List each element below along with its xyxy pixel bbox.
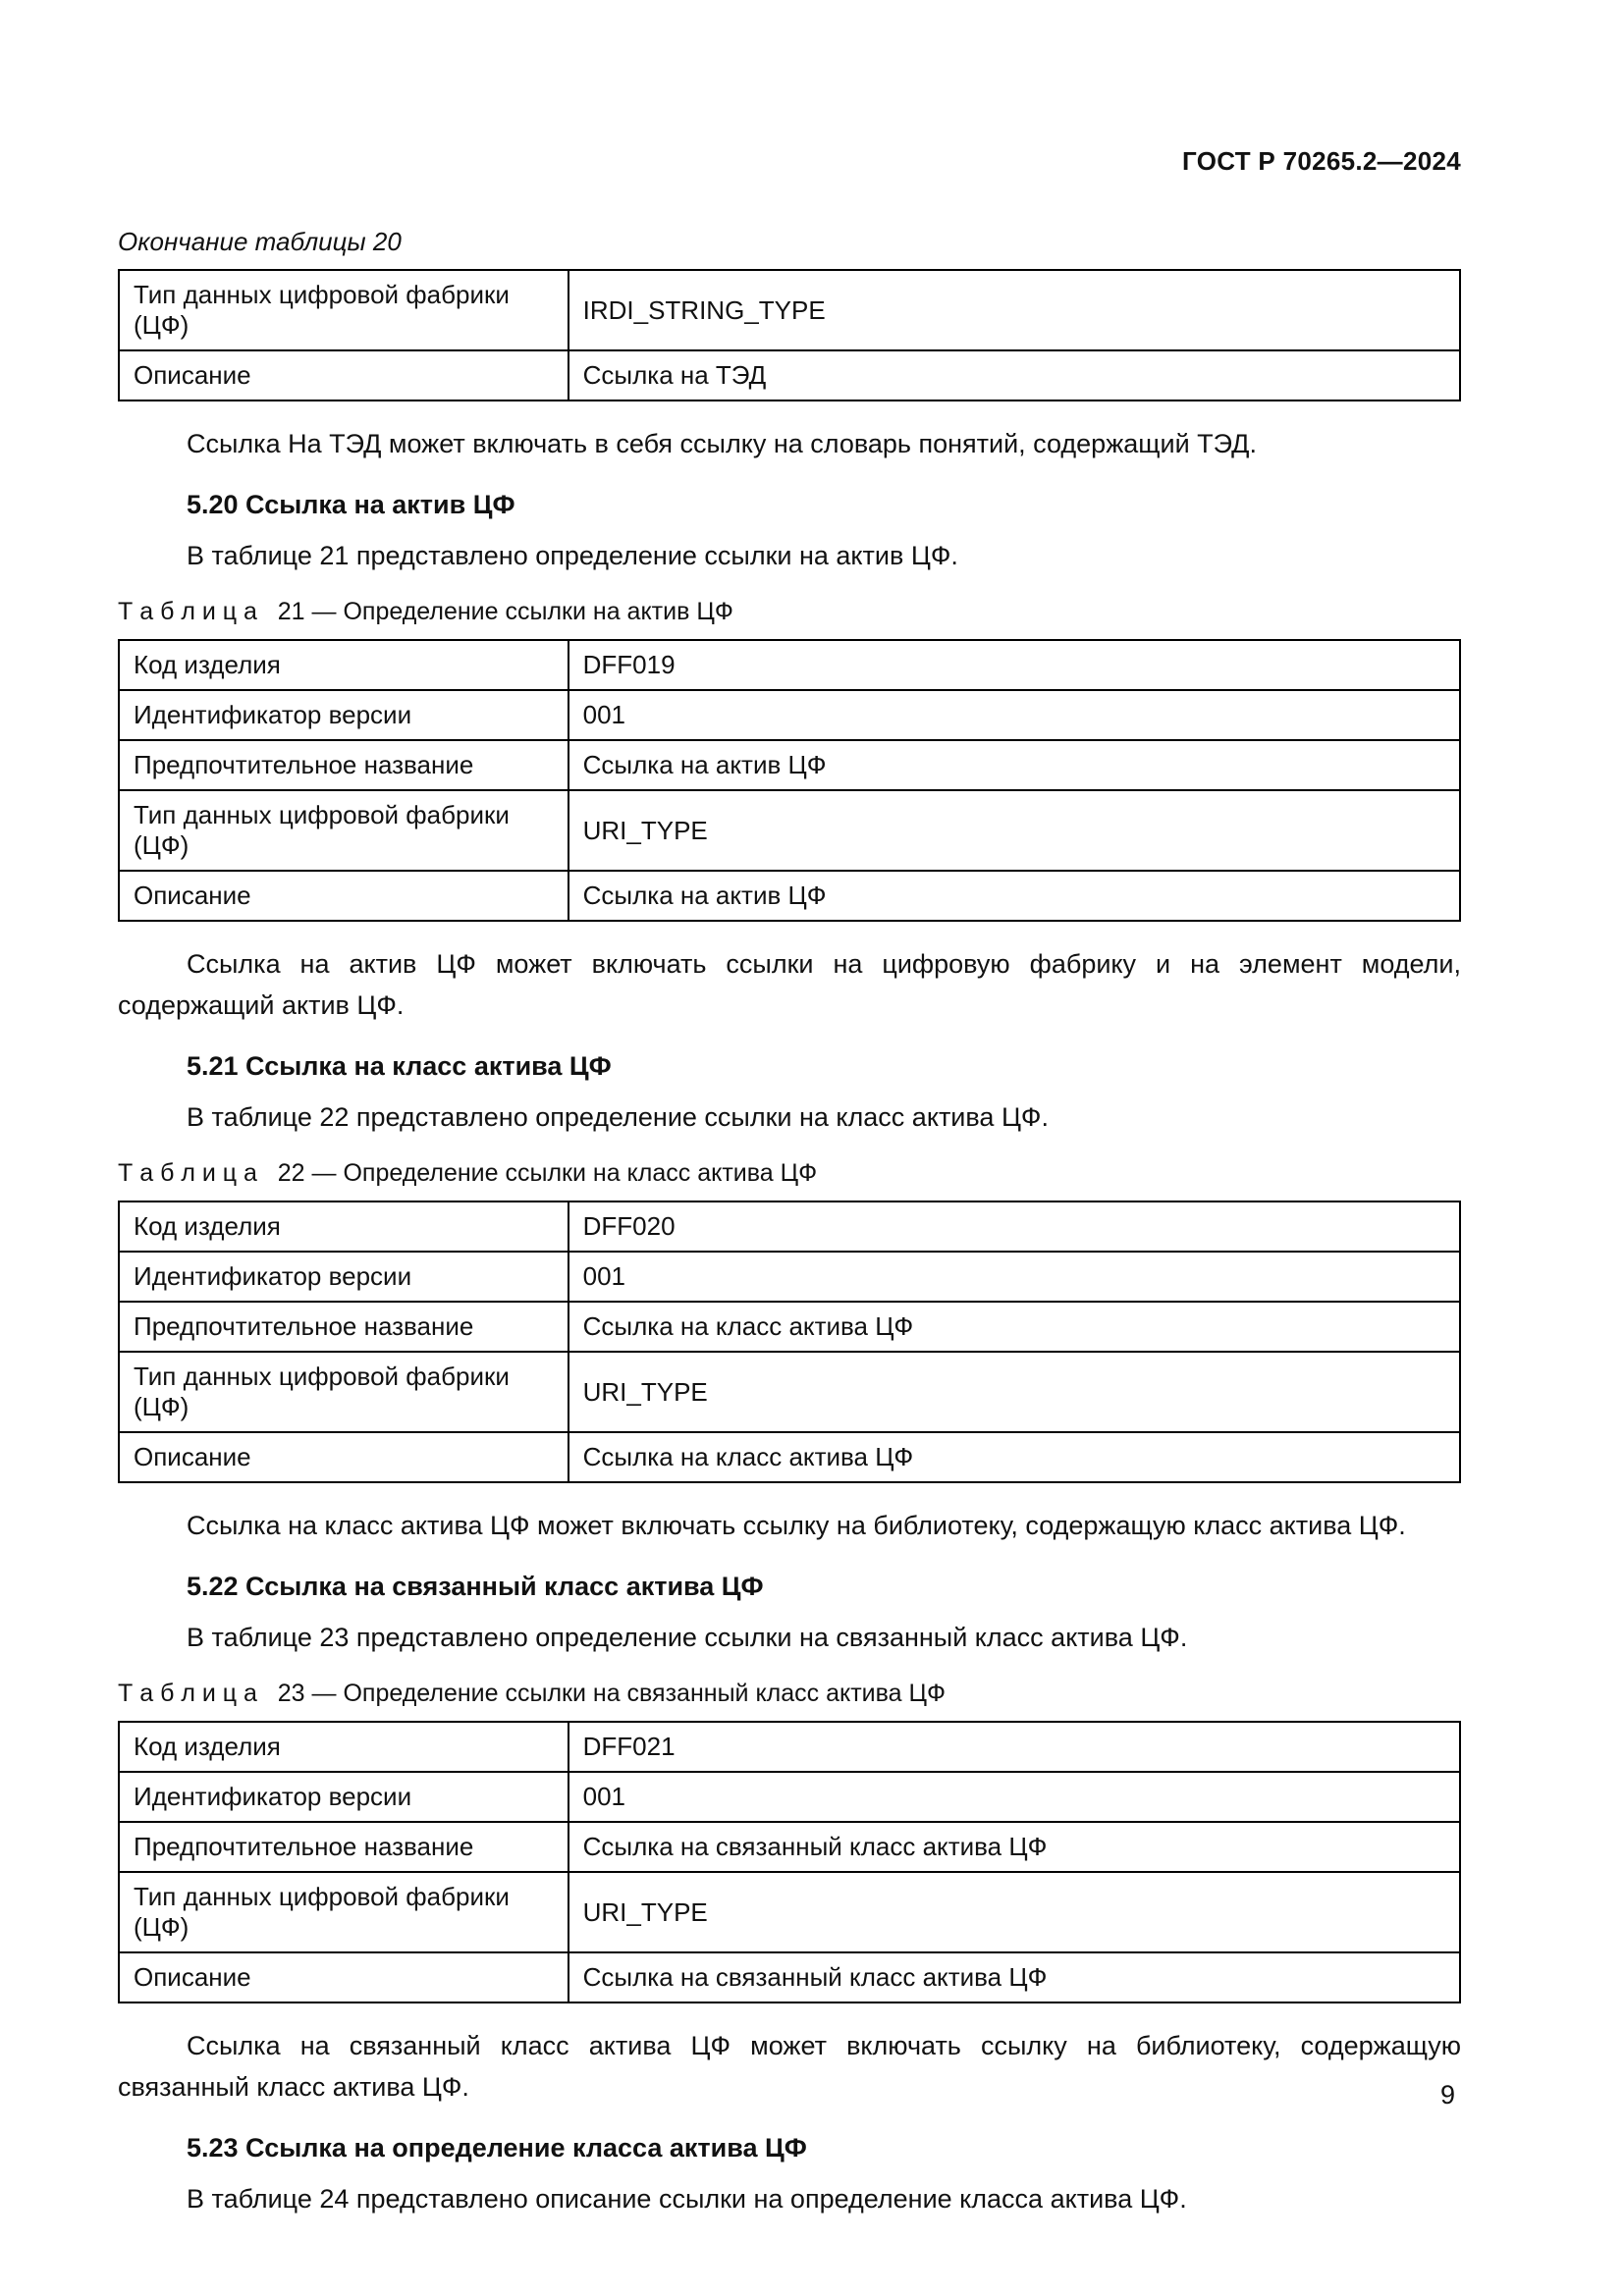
definition-table-23 [118, 1721, 1461, 2003]
table20-note: Ссылка На ТЭД может включать в себя ссылку на словарь понятий, содержащий ТЭД. [187, 429, 1257, 458]
attribute-label: Тип данных цифровой фабрики (ЦФ) [119, 270, 568, 350]
attribute-label: Описание [119, 350, 568, 400]
section-intro: В таблице 23 представлено определение ссылки на связанный класс актива ЦФ. [187, 1623, 1188, 1652]
attribute-label: Предпочтительное название [119, 1822, 568, 1872]
attribute-label: Описание [119, 1432, 568, 1482]
attribute-value: Ссылка на класс актива ЦФ [568, 1302, 1460, 1352]
attribute-label: Описание [119, 1952, 568, 2002]
attribute-value: DFF020 [568, 1201, 1460, 1252]
attribute-value: URI_TYPE [568, 1352, 1460, 1432]
section-intro: В таблице 21 представлено определение ссылки на актив ЦФ. [187, 541, 958, 570]
section-5-22 [118, 1566, 1461, 2108]
attribute-label: Тип данных цифровой фабрики (ЦФ) [119, 1352, 568, 1432]
attribute-label: Предпочтительное название [119, 740, 568, 790]
table-row [119, 1952, 1460, 2002]
section-5-23 [118, 2127, 1461, 2219]
attribute-value: DFF021 [568, 1722, 1460, 1772]
table-row [119, 1432, 1460, 1482]
page-header [118, 145, 1461, 177]
table-row [119, 350, 1460, 400]
section-heading: 5.23 Ссылка на определение класса актива ЦФ [187, 2133, 807, 2163]
table-row [119, 1772, 1460, 1822]
table-row [119, 871, 1460, 921]
table20-continuation-caption: Окончание таблицы 20 [118, 227, 402, 256]
attribute-value: Ссылка на класс актива ЦФ [568, 1432, 1460, 1482]
attribute-value: URI_TYPE [568, 1872, 1460, 1952]
attribute-label: Код изделия [119, 640, 568, 690]
section-note: Ссылка на класс актива ЦФ может включать ссылку на библиотеку, содержащую класс актива ЦФ. [187, 1511, 1406, 1540]
attribute-label: Идентификатор версии [119, 690, 568, 740]
attribute-label: Код изделия [119, 1201, 568, 1252]
table-row [119, 1302, 1460, 1352]
attribute-value: Ссылка на связанный класс актива ЦФ [568, 1952, 1460, 2002]
table-23-caption: Т а б л и ц а 23 — Определение ссылки на связанный класс актива ЦФ [118, 1680, 946, 1707]
table-row [119, 270, 1460, 350]
definition-table-22 [118, 1201, 1461, 1483]
table-row [119, 690, 1460, 740]
table-20-end [118, 269, 1461, 401]
table-row [119, 1352, 1460, 1432]
page-number: 9 [1439, 2080, 1455, 2109]
attribute-label: Тип данных цифровой фабрики (ЦФ) [119, 1872, 568, 1952]
table-21-caption: Т а б л и ц а 21 — Определение ссылки на актив ЦФ [118, 598, 733, 625]
table-row [119, 740, 1460, 790]
attribute-value: Ссылка на связанный класс актива ЦФ [568, 1822, 1460, 1872]
section-heading: 5.22 Ссылка на связанный класс актива ЦФ [187, 1572, 764, 1601]
table-row [119, 1722, 1460, 1772]
attribute-label: Тип данных цифровой фабрики (ЦФ) [119, 790, 568, 871]
table-row [119, 790, 1460, 871]
section-intro: В таблице 24 представлено описание ссылки на определение класса актива ЦФ. [187, 2184, 1187, 2214]
attribute-value: URI_TYPE [568, 790, 1460, 871]
table-row [119, 1201, 1460, 1252]
section-5-21 [118, 1045, 1461, 1546]
table-row [119, 1872, 1460, 1952]
section-intro: В таблице 22 представлено определение ссылки на класс актива ЦФ. [187, 1102, 1049, 1132]
attribute-value: 001 [568, 1252, 1460, 1302]
attribute-label: Предпочтительное название [119, 1302, 568, 1352]
attribute-label: Идентификатор версии [119, 1772, 568, 1822]
attribute-value: 001 [568, 690, 1460, 740]
table-22-caption: Т а б л и ц а 22 — Определение ссылки на класс актива ЦФ [118, 1159, 818, 1187]
attribute-label: Код изделия [119, 1722, 568, 1772]
table-row [119, 1822, 1460, 1872]
section-note: Ссылка на актив ЦФ может включать ссылки на цифровую фабрику и на элемент модели, содержащий актив ЦФ. [118, 949, 1461, 1020]
attribute-value: 001 [568, 1772, 1460, 1822]
attribute-value: DFF019 [568, 640, 1460, 690]
table-row [119, 1252, 1460, 1302]
attribute-label: Идентификатор версии [119, 1252, 568, 1302]
definition-table-21 [118, 639, 1461, 922]
section-heading: 5.20 Ссылка на актив ЦФ [187, 490, 515, 519]
section-heading: 5.21 Ссылка на класс актива ЦФ [187, 1051, 612, 1081]
document-number: ГОСТ Р 70265.2—2024 [1182, 146, 1461, 176]
attribute-value: Ссылка на ТЭД [568, 350, 1460, 400]
attribute-value: Ссылка на актив ЦФ [568, 871, 1460, 921]
table-row [119, 640, 1460, 690]
attribute-label: Описание [119, 871, 568, 921]
attribute-value: Ссылка на актив ЦФ [568, 740, 1460, 790]
attribute-value: IRDI_STRING_TYPE [568, 270, 1460, 350]
section-note: Ссылка на связанный класс актива ЦФ может включать ссылку на библиотеку, содержащую связанный класс актива ЦФ. [118, 2031, 1461, 2102]
section-5-20 [118, 484, 1461, 1026]
